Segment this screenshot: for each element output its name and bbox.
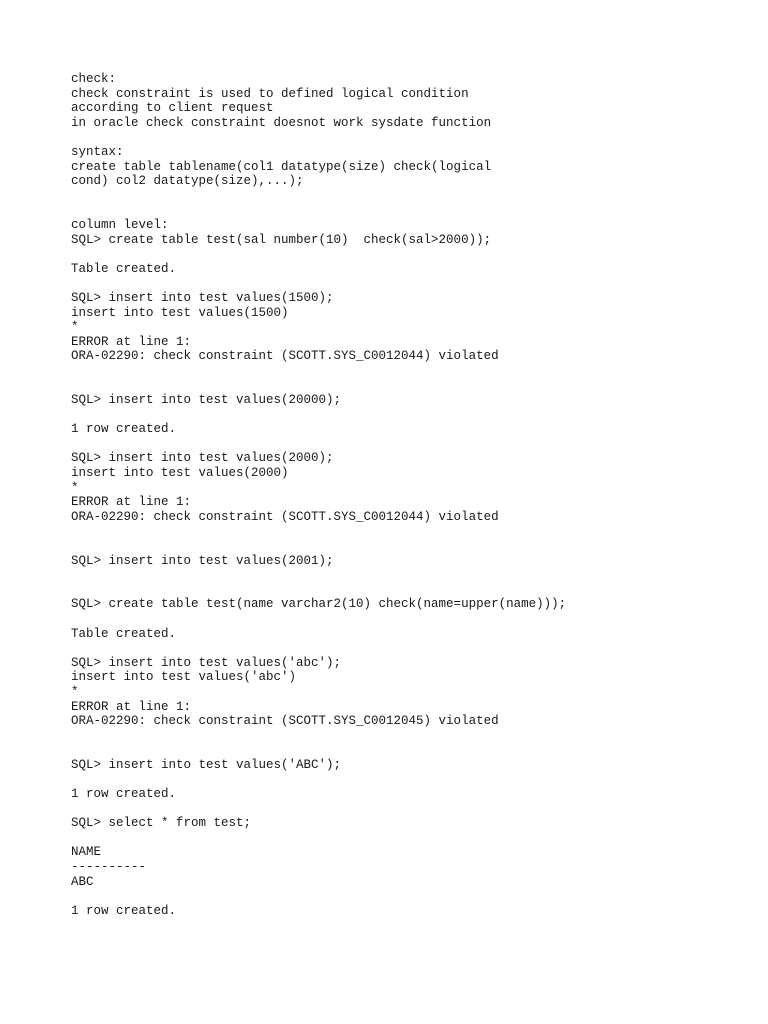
blank-line [71,189,731,204]
blank-line [71,276,731,291]
blank-line [71,568,731,583]
sql-command: SQL> insert into test values(2001); [71,553,334,568]
blank-line [71,247,731,262]
sql-command: SQL> select * from test; [71,816,252,831]
result-separator: ---------- [71,860,147,875]
heading-check: check: [71,72,117,86]
sql-error: ORA-02290: check constraint (SCOTT.SYS_C0012044) violated [71,509,499,524]
sql-error: ERROR at line 1: [71,699,192,714]
sql-output: Table created. [71,261,177,276]
blank-line [71,641,731,656]
sql-output: Table created. [71,626,177,641]
sql-error: ORA-02290: check constraint (SCOTT.SYS_C0012044) violated [71,349,499,364]
heading-column-level: column level: [71,217,169,232]
blank-line [71,378,731,393]
text-line: check constraint is used to defined logical condition [71,86,469,101]
sql-output: insert into test values(2000) [71,466,289,481]
blank-line [71,743,731,758]
blank-line [71,889,731,904]
blank-line [71,364,731,379]
sql-command: SQL> create table test(name varchar2(10) check(name=upper(name))); [71,597,567,612]
sql-output: * [71,684,79,699]
sql-command: SQL> insert into test values('abc'); [71,655,342,670]
text-line: in oracle check constraint doesnot work sysdate function [71,115,492,130]
blank-line [71,773,731,788]
sql-output: 1 row created. [71,422,177,437]
blank-line [71,583,731,598]
sql-output: insert into test values(1500) [71,305,289,320]
blank-line [71,831,731,846]
blank-line [71,408,731,423]
code-line: create table tablename(col1 datatype(size) check(logical [71,159,492,174]
blank-line [71,130,731,145]
blank-line [71,729,731,744]
sql-error: ORA-02290: check constraint (SCOTT.SYS_C0012045) violated [71,714,499,729]
sql-command: SQL> insert into test values(1500); [71,290,334,305]
sql-output: * [71,480,79,495]
result-value: ABC [71,874,94,889]
document-body [71,72,731,918]
sql-output: 1 row created. [71,903,177,918]
text-line: according to client request [71,101,274,116]
sql-command: SQL> insert into test values(2000); [71,451,334,466]
sql-error: ERROR at line 1: [71,334,192,349]
blank-line [71,539,731,554]
blank-line [71,437,731,452]
heading-syntax: syntax: [71,144,124,159]
sql-output: 1 row created. [71,787,177,802]
blank-line [71,802,731,817]
blank-line [71,524,731,539]
sql-output: * [71,320,79,335]
result-column-header: NAME [71,845,102,860]
code-line: cond) col2 datatype(size),...); [71,174,304,189]
sql-command: SQL> insert into test values(20000); [71,393,342,408]
sql-output: insert into test values('abc') [71,670,297,685]
blank-line [71,203,731,218]
sql-command: SQL> insert into test values('ABC'); [71,757,342,772]
sql-error: ERROR at line 1: [71,495,192,510]
sql-command: SQL> create table test(sal number(10) check(sal>2000)); [71,232,492,247]
blank-line [71,612,731,627]
